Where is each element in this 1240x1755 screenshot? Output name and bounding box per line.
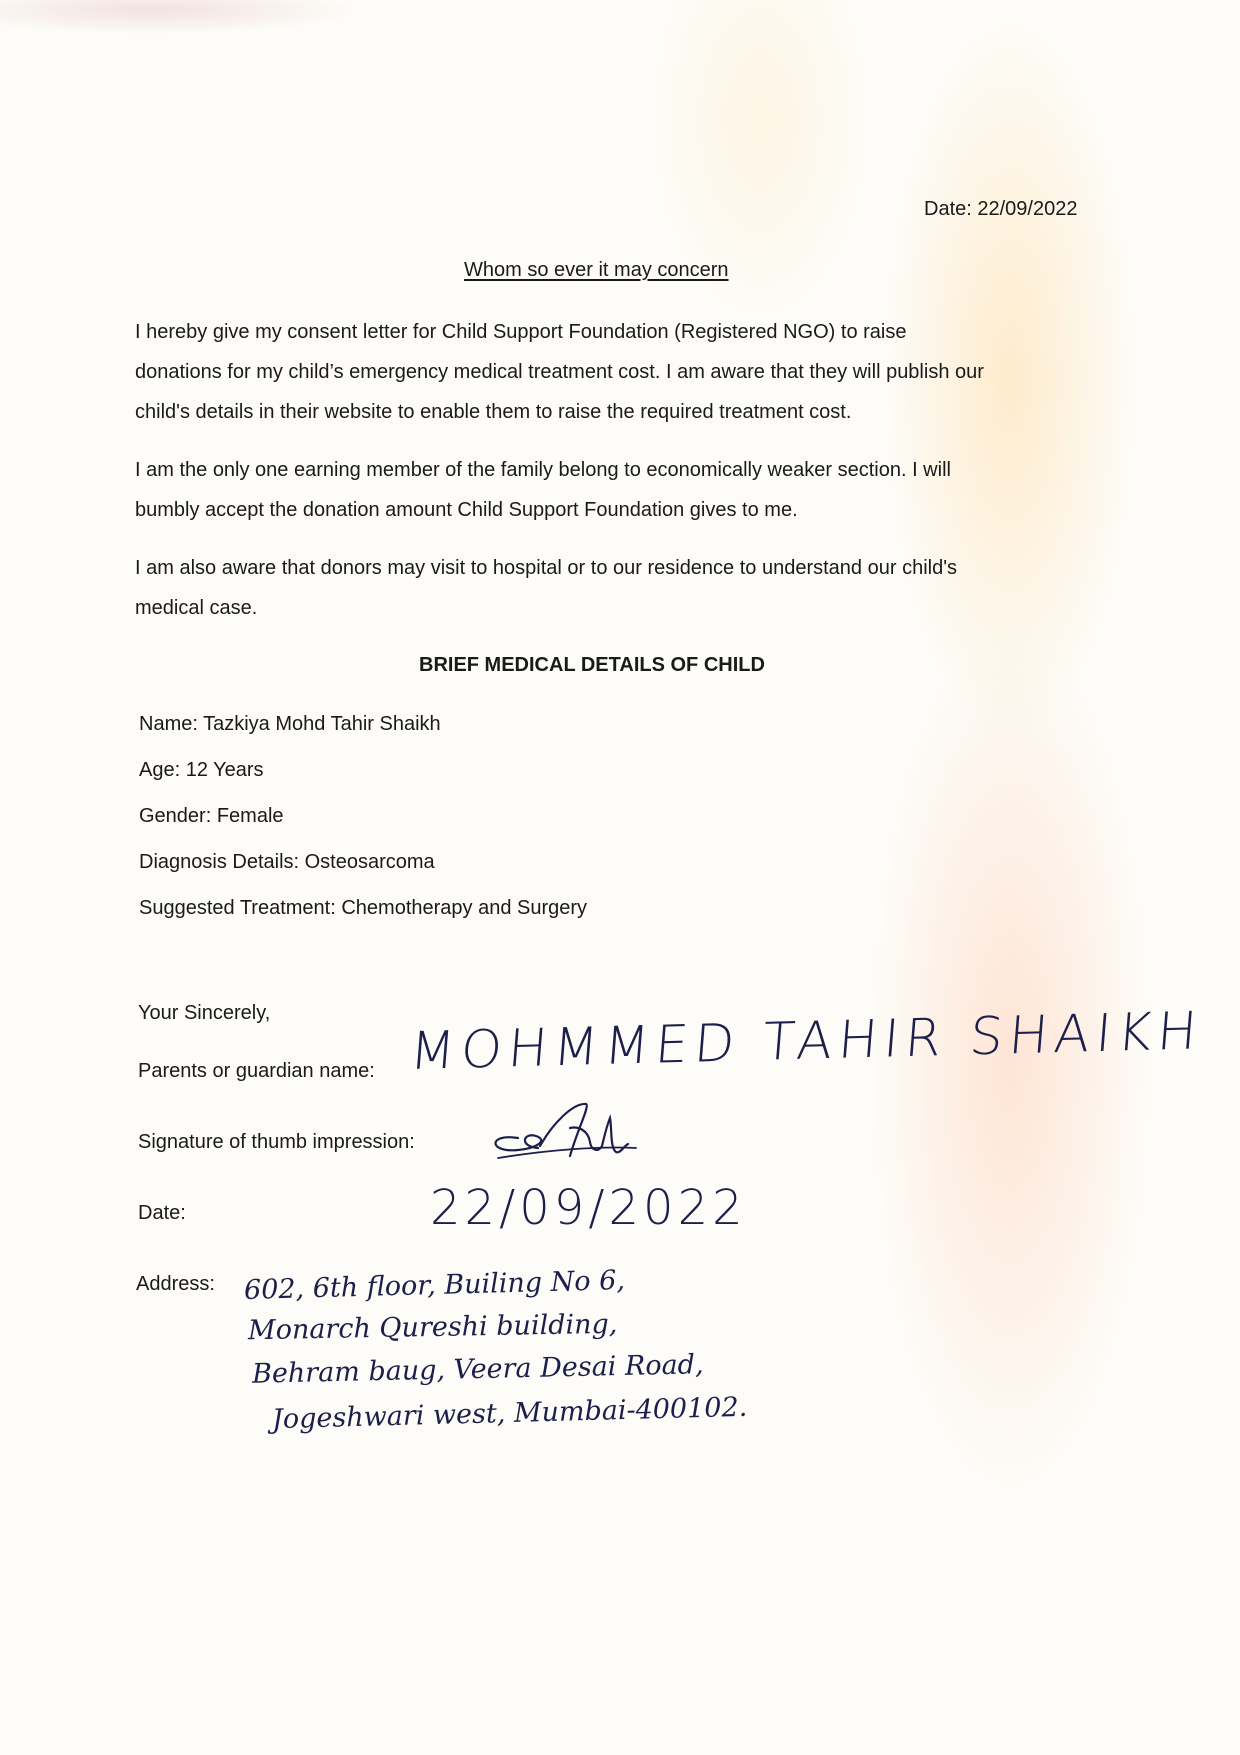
signature-label: Signature of thumb impression: [138,1131,415,1153]
date-label: Date: [138,1202,186,1224]
child-name: Name: Tazkiya Mohd Tahir Shaikh [139,713,441,735]
consent-paragraph [135,312,1095,432]
paragraph-line: I am also aware that donors may visit to hospital or to our residence to understand our child's [135,557,958,579]
address-label: Address: [136,1273,215,1295]
medical-details-list [139,708,587,938]
paragraph-line: donations for my child’s emergency medical treatment cost. I am aware that they will publish our [135,361,984,383]
guardian-name-label: Parents or guardian name: [138,1060,375,1082]
paragraph-line: I am the only one earning member of the family belong to economically weaker section. I will [135,459,951,481]
paragraph-line: bumbly accept the donation amount Child Support Foundation gives to me. [135,499,798,521]
letter-date: Date: 22/09/2022 [924,198,1078,220]
address-line: Behram baug, Veera Desai Road, [251,1349,704,1390]
diagnosis-details: Diagnosis Details: Osteosarcoma [139,851,435,873]
child-gender: Gender: Female [139,805,284,827]
signature-mark [478,1098,648,1168]
earning-member-paragraph [135,450,1095,530]
letter-heading: Whom so ever it may concern [464,259,729,281]
address-line: Jogeshwari west, Mumbai-400102. [271,1391,748,1436]
paragraph-line: child's details in their website to enable them to raise the required treatment cost. [135,401,852,423]
paragraph-line: medical case. [135,597,258,619]
address-line: Monarch Qureshi building, [247,1308,618,1347]
closing-salutation: Your Sincerely, [138,1002,271,1024]
suggested-treatment: Suggested Treatment: Chemotherapy and Surgery [139,897,588,919]
guardian-name-handwritten: MOHMMED TAHIR SHAIKH [407,1001,1205,1082]
donor-visit-paragraph [135,548,1095,628]
date-handwritten: 22/09/2022 [430,1180,747,1236]
address-line: 602, 6th floor, Builing No 6, [243,1265,626,1306]
paragraph-line: I hereby give my consent letter for Child Support Foundation (Registered NGO) to raise [135,321,907,343]
medical-details-title: BRIEF MEDICAL DETAILS OF CHILD [419,654,765,676]
child-age: Age: 12 Years [139,759,264,781]
